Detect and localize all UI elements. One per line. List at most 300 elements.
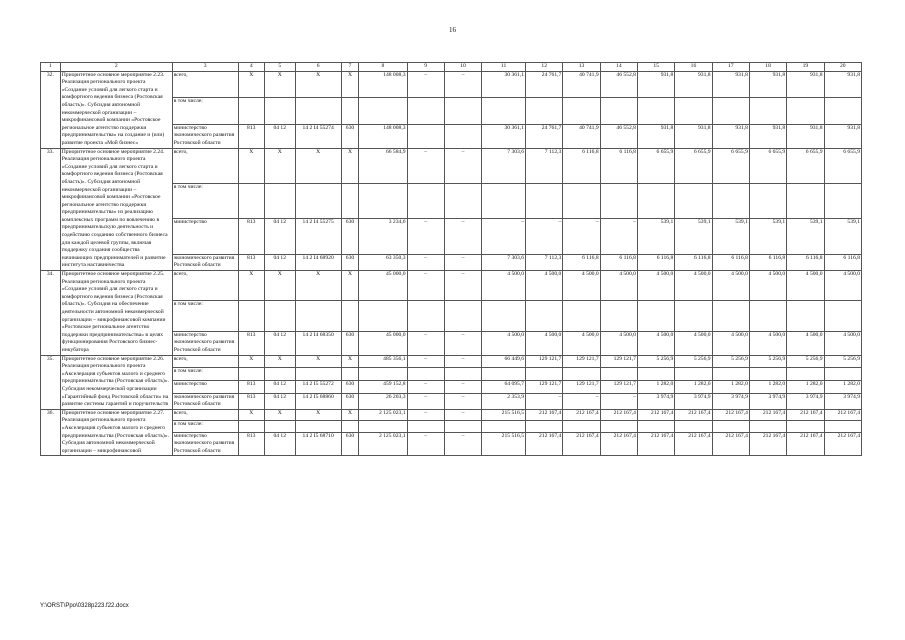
value-cell: –: [526, 393, 563, 409]
value-cell: 45 000,0: [359, 331, 407, 355]
value-cell: 931,8: [712, 124, 749, 148]
value-cell: 5 256,9: [675, 355, 712, 368]
value-cell: 1 282,0: [675, 380, 712, 393]
value-cell: 4 500,0: [637, 331, 674, 355]
row-number: 33.: [41, 148, 61, 271]
value-cell: [238, 368, 264, 381]
value-cell: –: [444, 380, 481, 393]
value-cell: [295, 368, 341, 381]
executor-cell: министерство экономического развития Ростовской области: [172, 432, 238, 456]
page-number: 16: [449, 26, 456, 34]
value-cell: 6 116,8: [600, 148, 637, 183]
value-cell: 539,1: [749, 219, 786, 254]
value-cell: 212 167,4: [712, 409, 749, 420]
executor-cell: в том числе:: [172, 421, 238, 432]
value-cell: [749, 421, 786, 432]
value-cell: [359, 368, 407, 381]
executor-cell: всего,: [172, 355, 238, 368]
value-cell: 129 121,7: [563, 355, 600, 368]
value-cell: 129 121,7: [526, 355, 563, 368]
value-cell: X: [295, 409, 341, 420]
value-cell: 630: [341, 380, 359, 393]
value-cell: X: [238, 355, 264, 368]
measure-description: Приоритетное основное мероприятие 2.26. Реализация регионального проекта «Акселерация субъектов малого и среднего предпринимательства (Ростовская область)». Субсидия некоммерческой организации «Гарантийный фонд Ростовской области» на развитие системы гарантий и поручительств: [60, 355, 172, 409]
value-cell: 04 12: [264, 432, 295, 456]
value-cell: 6 655,9: [712, 148, 749, 183]
value-cell: [264, 301, 295, 331]
value-cell: [675, 301, 712, 331]
value-cell: 04 12: [264, 380, 295, 393]
column-number-header: 3: [172, 63, 238, 72]
value-cell: [824, 301, 861, 331]
value-cell: [600, 98, 637, 125]
table-row: [41, 148, 862, 183]
value-cell: [407, 368, 444, 381]
value-cell: X: [295, 271, 341, 301]
column-number-header: 19: [787, 63, 824, 72]
value-cell: 40 741,9: [563, 124, 600, 148]
value-cell: 931,8: [712, 71, 749, 98]
value-cell: 04 12: [264, 331, 295, 355]
value-cell: 212 167,4: [637, 432, 674, 456]
value-cell: 1 282,0: [712, 380, 749, 393]
column-number-header: 11: [482, 63, 526, 72]
value-cell: 7 303,6: [482, 148, 526, 183]
value-cell: 66 449,6: [482, 355, 526, 368]
value-cell: 4 500,0: [526, 271, 563, 301]
value-cell: [600, 301, 637, 331]
value-cell: 485 356,1: [359, 355, 407, 368]
value-cell: –: [407, 254, 444, 270]
value-cell: X: [264, 355, 295, 368]
value-cell: X: [295, 71, 341, 98]
value-cell: 6 655,9: [637, 148, 674, 183]
value-cell: [712, 183, 749, 218]
value-cell: [295, 98, 341, 125]
value-cell: X: [264, 409, 295, 420]
value-cell: 212 167,4: [749, 409, 786, 420]
value-cell: –: [526, 219, 563, 254]
executor-cell: в том числе:: [172, 368, 238, 381]
column-number-header: 16: [675, 63, 712, 72]
value-cell: [787, 368, 824, 381]
executor-cell: в том числе:: [172, 98, 238, 125]
value-cell: 539,1: [824, 219, 861, 254]
value-cell: 1 282,0: [787, 380, 824, 393]
value-cell: X: [238, 409, 264, 420]
value-cell: 212 167,4: [749, 432, 786, 456]
value-cell: [526, 183, 563, 218]
value-cell: 212 167,4: [787, 432, 824, 456]
value-cell: [712, 301, 749, 331]
value-cell: 630: [341, 124, 359, 148]
value-cell: [600, 368, 637, 381]
value-cell: 129 121,7: [526, 380, 563, 393]
value-cell: [238, 301, 264, 331]
value-cell: 212 167,4: [637, 409, 674, 420]
value-cell: [563, 98, 600, 125]
value-cell: 14 2 I4 68920: [295, 254, 341, 270]
budget-table-container: [40, 62, 862, 456]
value-cell: [749, 301, 786, 331]
value-cell: [359, 98, 407, 125]
value-cell: 6 116,8: [600, 254, 637, 270]
value-cell: 4 500,0: [824, 331, 861, 355]
value-cell: –: [444, 432, 481, 456]
column-number-header: 10: [444, 63, 481, 72]
value-cell: [749, 183, 786, 218]
value-cell: 212 167,4: [712, 432, 749, 456]
value-cell: [600, 183, 637, 218]
value-cell: [675, 368, 712, 381]
value-cell: 6 116,8: [563, 148, 600, 183]
value-cell: [675, 183, 712, 218]
value-cell: 30 361,1: [482, 71, 526, 98]
value-cell: [749, 98, 786, 125]
column-number-header: 1: [41, 63, 61, 72]
value-cell: 7 112,3: [526, 254, 563, 270]
value-cell: 813: [238, 331, 264, 355]
value-cell: 539,1: [675, 219, 712, 254]
value-cell: 215 516,5: [482, 409, 526, 420]
table-row: [41, 271, 862, 301]
value-cell: 4 500,0: [482, 271, 526, 301]
value-cell: 539,1: [712, 219, 749, 254]
value-cell: [407, 183, 444, 218]
value-cell: –: [444, 409, 481, 420]
value-cell: 148 008,3: [359, 71, 407, 98]
value-cell: 148 008,3: [359, 124, 407, 148]
value-cell: 63 350,3: [359, 254, 407, 270]
value-cell: 129 121,7: [600, 355, 637, 368]
value-cell: [444, 98, 481, 125]
value-cell: 46 552,8: [600, 124, 637, 148]
value-cell: [359, 183, 407, 218]
value-cell: 4 500,0: [526, 331, 563, 355]
value-cell: [444, 368, 481, 381]
value-cell: –: [444, 331, 481, 355]
value-cell: [444, 421, 481, 432]
value-cell: [712, 421, 749, 432]
value-cell: [563, 301, 600, 331]
value-cell: X: [238, 271, 264, 301]
value-cell: [787, 183, 824, 218]
executor-cell: министерство экономического развития Ростовской области: [172, 124, 238, 148]
value-cell: [637, 98, 674, 125]
value-cell: 3 974,9: [637, 393, 674, 409]
value-cell: 1 282,0: [637, 380, 674, 393]
value-cell: [482, 368, 526, 381]
column-number-header: 2: [60, 63, 172, 72]
value-cell: [264, 421, 295, 432]
value-cell: [749, 368, 786, 381]
value-cell: –: [407, 271, 444, 301]
value-cell: [359, 301, 407, 331]
value-cell: X: [238, 148, 264, 183]
value-cell: [482, 301, 526, 331]
value-cell: [824, 183, 861, 218]
value-cell: 212 167,4: [600, 409, 637, 420]
value-cell: [359, 421, 407, 432]
value-cell: [637, 183, 674, 218]
value-cell: 931,8: [637, 71, 674, 98]
value-cell: –: [563, 219, 600, 254]
value-cell: 6 655,9: [787, 148, 824, 183]
budget-table: [40, 62, 862, 456]
value-cell: 7 303,6: [482, 254, 526, 270]
value-cell: 4 500,0: [712, 271, 749, 301]
value-cell: [712, 368, 749, 381]
value-cell: 212 167,4: [824, 432, 861, 456]
value-cell: 6 655,9: [824, 148, 861, 183]
executor-cell: всего,: [172, 71, 238, 98]
value-cell: [407, 98, 444, 125]
value-cell: [482, 98, 526, 125]
value-cell: –: [444, 219, 481, 254]
value-cell: 6 116,8: [787, 254, 824, 270]
executor-cell: министерство экономического развития Ростовской области: [172, 331, 238, 355]
value-cell: –: [407, 219, 444, 254]
value-cell: –: [444, 355, 481, 368]
value-cell: [637, 421, 674, 432]
value-cell: –: [444, 71, 481, 98]
table-row: [41, 71, 862, 98]
value-cell: 6 655,9: [675, 148, 712, 183]
value-cell: 5 256,9: [637, 355, 674, 368]
value-cell: [341, 368, 359, 381]
value-cell: 26 203,3: [359, 393, 407, 409]
value-cell: [787, 301, 824, 331]
value-cell: 6 116,8: [712, 254, 749, 270]
value-cell: 5 256,9: [749, 355, 786, 368]
column-number-header: 20: [824, 63, 861, 72]
value-cell: 931,8: [749, 71, 786, 98]
value-cell: 931,8: [824, 124, 861, 148]
value-cell: 4 500,0: [675, 271, 712, 301]
value-cell: 14 2 I5 55272: [295, 380, 341, 393]
value-cell: 46 552,8: [600, 71, 637, 98]
value-cell: 931,8: [749, 124, 786, 148]
value-cell: [407, 301, 444, 331]
column-number-header: 14: [600, 63, 637, 72]
value-cell: 129 121,7: [563, 380, 600, 393]
row-number: 32.: [41, 71, 61, 148]
value-cell: –: [444, 148, 481, 183]
value-cell: 3 974,9: [824, 393, 861, 409]
value-cell: 30 361,1: [482, 124, 526, 148]
value-cell: [238, 98, 264, 125]
column-number-header: 4: [238, 63, 264, 72]
column-number-header: 5: [264, 63, 295, 72]
value-cell: 630: [341, 432, 359, 456]
row-number: 36.: [41, 409, 61, 456]
column-number-header: 6: [295, 63, 341, 72]
value-cell: –: [444, 393, 481, 409]
value-cell: 3 974,9: [675, 393, 712, 409]
value-cell: 14 2 I5 68860: [295, 393, 341, 409]
value-cell: [295, 301, 341, 331]
value-cell: 4 500,0: [749, 331, 786, 355]
value-cell: 5 256,9: [787, 355, 824, 368]
value-cell: –: [563, 393, 600, 409]
value-cell: –: [600, 393, 637, 409]
row-number: 35.: [41, 355, 61, 409]
value-cell: 3 974,9: [712, 393, 749, 409]
value-cell: 813: [238, 124, 264, 148]
value-cell: 04 12: [264, 393, 295, 409]
value-cell: 14 2 I4 68350: [295, 331, 341, 355]
value-cell: 212 167,4: [787, 409, 824, 420]
executor-cell: экономического развития Ростовской области: [172, 254, 238, 270]
value-cell: 129 121,7: [600, 380, 637, 393]
measure-description: Приоритетное основное мероприятие 2.23. Реализация регионального проекта «Создание условий для легкого старта и комфортного ведения бизнеса (Ростовская область)». Субсидия автономной некоммерческой организации – микрофинансовой компании «Ростовское региональное агентство поддержки предпринимательства» на создание и (или) развитие проекта «Мой бизнес»: [60, 71, 172, 148]
value-cell: X: [341, 71, 359, 98]
value-cell: 2 125 023,1: [359, 432, 407, 456]
value-cell: [526, 301, 563, 331]
value-cell: X: [264, 71, 295, 98]
value-cell: [712, 98, 749, 125]
value-cell: 14 2 I4 55275: [295, 219, 341, 254]
value-cell: 813: [238, 432, 264, 456]
value-cell: [341, 301, 359, 331]
value-cell: 4 500,0: [482, 331, 526, 355]
value-cell: 2 353,9: [482, 393, 526, 409]
value-cell: 4 500,0: [824, 271, 861, 301]
value-cell: 212 167,4: [526, 432, 563, 456]
value-cell: [482, 183, 526, 218]
column-number-header: 15: [637, 63, 674, 72]
value-cell: –: [444, 254, 481, 270]
value-cell: –: [482, 219, 526, 254]
value-cell: [238, 183, 264, 218]
value-cell: 212 167,4: [675, 432, 712, 456]
value-cell: [295, 183, 341, 218]
value-cell: [264, 183, 295, 218]
value-cell: 630: [341, 331, 359, 355]
column-number-header: 17: [712, 63, 749, 72]
value-cell: 4 500,0: [787, 331, 824, 355]
value-cell: 931,8: [787, 124, 824, 148]
value-cell: X: [264, 271, 295, 301]
value-cell: 6 116,8: [824, 254, 861, 270]
value-cell: 3 974,9: [749, 393, 786, 409]
value-cell: X: [295, 148, 341, 183]
value-cell: [637, 368, 674, 381]
value-cell: 4 500,0: [600, 271, 637, 301]
table-row: [41, 409, 862, 420]
value-cell: 5 256,9: [824, 355, 861, 368]
value-cell: 212 167,4: [563, 409, 600, 420]
header-row: [41, 63, 862, 72]
value-cell: 04 12: [264, 254, 295, 270]
column-number-header: 9: [407, 63, 444, 72]
executor-cell: экономического развития Ростовской области: [172, 393, 238, 409]
value-cell: 40 741,9: [563, 71, 600, 98]
value-cell: [341, 421, 359, 432]
value-cell: 630: [341, 219, 359, 254]
value-cell: 4 500,0: [563, 331, 600, 355]
value-cell: 4 500,0: [712, 331, 749, 355]
value-cell: –: [407, 409, 444, 420]
value-cell: [600, 421, 637, 432]
value-cell: 813: [238, 219, 264, 254]
value-cell: [407, 421, 444, 432]
column-number-header: 13: [563, 63, 600, 72]
value-cell: [824, 368, 861, 381]
value-cell: 4 500,0: [563, 271, 600, 301]
value-cell: [787, 421, 824, 432]
value-cell: [526, 368, 563, 381]
value-cell: 212 167,4: [563, 432, 600, 456]
value-cell: 4 500,0: [675, 331, 712, 355]
value-cell: 14 2 I4 55274: [295, 124, 341, 148]
value-cell: [563, 368, 600, 381]
executor-cell: всего,: [172, 409, 238, 420]
value-cell: 931,8: [675, 71, 712, 98]
value-cell: [563, 183, 600, 218]
value-cell: [824, 421, 861, 432]
value-cell: [407, 124, 444, 148]
value-cell: 931,8: [675, 124, 712, 148]
value-cell: 6 116,8: [637, 254, 674, 270]
value-cell: X: [295, 355, 341, 368]
value-cell: [824, 98, 861, 125]
value-cell: 4 500,0: [600, 331, 637, 355]
value-cell: [444, 301, 481, 331]
value-cell: 813: [238, 380, 264, 393]
value-cell: [238, 421, 264, 432]
value-cell: 4 500,0: [749, 271, 786, 301]
value-cell: 66 584,9: [359, 148, 407, 183]
value-cell: 212 167,4: [600, 432, 637, 456]
value-cell: X: [341, 409, 359, 420]
value-cell: 24 761,7: [526, 124, 563, 148]
value-cell: 1 282,0: [824, 380, 861, 393]
value-cell: X: [341, 355, 359, 368]
column-number-header: 8: [359, 63, 407, 72]
value-cell: [563, 421, 600, 432]
value-cell: 04 12: [264, 124, 295, 148]
value-cell: [264, 368, 295, 381]
value-cell: 24 761,7: [526, 71, 563, 98]
measure-description: Приоритетное основное мероприятие 2.27. Реализация регионального проекта «Акселерация субъектов малого и среднего предпринимательства (Ростовская область)». Субсидия автономной некоммерческой организации – микрофинансовой: [60, 409, 172, 456]
value-cell: X: [341, 271, 359, 301]
value-cell: 3 234,6: [359, 219, 407, 254]
value-cell: –: [407, 393, 444, 409]
value-cell: 64 095,7: [482, 380, 526, 393]
value-cell: 45 000,0: [359, 271, 407, 301]
table-row: [41, 355, 862, 368]
value-cell: [482, 421, 526, 432]
footer-file-path: Y:\ORST\Ppo\0328p223.f22.docx: [40, 603, 129, 609]
value-cell: –: [407, 355, 444, 368]
value-cell: 539,1: [787, 219, 824, 254]
value-cell: 931,8: [824, 71, 861, 98]
value-cell: [341, 183, 359, 218]
value-cell: X: [341, 148, 359, 183]
value-cell: –: [407, 148, 444, 183]
row-number: 34.: [41, 271, 61, 356]
value-cell: 4 500,0: [637, 271, 674, 301]
value-cell: 7 112,3: [526, 148, 563, 183]
value-cell: [637, 301, 674, 331]
value-cell: 539,1: [637, 219, 674, 254]
value-cell: –: [407, 71, 444, 98]
value-cell: –: [407, 432, 444, 456]
value-cell: 4 500,0: [787, 271, 824, 301]
value-cell: X: [264, 148, 295, 183]
value-cell: [787, 98, 824, 125]
